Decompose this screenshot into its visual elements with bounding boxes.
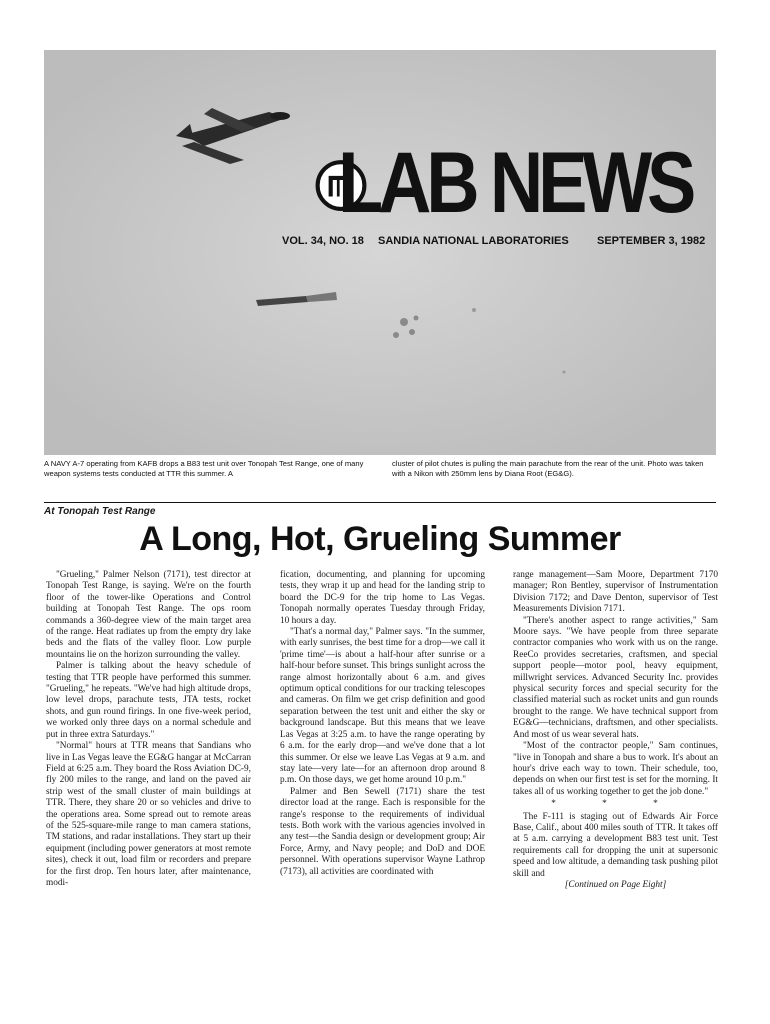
paragraph: "Normal" hours at TTR means that Sandians who live in Las Vegas leave the EG&G hangar at McCarran Field at 6:25 a.m. They board the Ross Aviation DC-9, fly 200 miles to the range, and land on the paved air strip west of the small cluster of main buildings at TTR. There, they share 20 or so vehicles and drive to the operations area. Some spread out to remote areas of the 525-square-mile range to man camera stations, TM stations, and radar installations. They start up their equipment (including power generators at most remote sites), check it out, load film or recorders and prepare for the first drop. Ten hours later, after maintenance, modi- (46, 741, 251, 888)
paragraph: The F-111 is staging out of Edwards Air Force Base, Calif., about 400 miles south of TTR. It takes off at 5 a.m. carrying a development B83 test unit. Test requirements call for dropping the unit at supersonic speed and low altitude, a demanding task pushing pilot skill and (513, 811, 718, 879)
paragraph: range management—Sam Moore, Department 7170 manager; Ron Bentley, supervisor of Instrumentation Division 7172; and Dave Denton, supervisor of Test Measurements Division 7171. (513, 570, 718, 615)
sky-photo-graphic (44, 50, 716, 455)
continued-note: [Continued on Page Eight] (564, 879, 667, 890)
debris-icon (563, 371, 566, 374)
article-column-2 (280, 570, 485, 878)
article-column-1 (46, 570, 251, 889)
paragraph: fication, documenting, and planning for upcoming tests, they wrap it up and head for the landing strip to board the DC-9 for the trip home to Las Vegas. Tonopah normally operates Tuesday through Friday, 10 hours a day. (280, 570, 485, 626)
masthead-title: LAB NEWS (338, 135, 692, 231)
paragraph: Palmer is talking about the heavy schedule of testing that TTR people have performed this summer. "Grueling," he repeats. "We've had high altitude drops, low level drops, parachute tests, JTA tests, rocket shots, and gun round firings. In one five-week period, we worked only three days on a normal schedule and put in three extra Saturdays." (46, 661, 251, 740)
issue-date: SEPTEMBER 3, 1982 (597, 235, 706, 247)
cover-photo (44, 50, 716, 455)
photo-caption-right: cluster of pilot chutes is pulling the main parachute from the rear of the unit. Photo was taken with a Nikon with 250mm lens by Diana Root (EG&G). (392, 459, 704, 478)
paragraph: "That's a normal day," Palmer says. "In the summer, with early sunrises, the best time for a drop—we call it 'prime time'—is about a half-hour after sunrise or a half-hour before sunset. This brings sunlight across the range almost horizontally about 6 a.m. and gives optimum optical conditions for our tracking telescopes and cameras. On film we get crisp definition and good separation between the test unit and either the sky or background landscape. But this means that we leave Las Vegas at 3:25 a.m. to have the range operating by 6 a.m. for the early drop—and we've done that a lot this summer. Or else we leave Las Vegas at 9 a.m. and stay late—very late—for an afternoon drop around 8 p.m. On those days, we get home around 10 p.m." (280, 627, 485, 786)
issue-volume: VOL. 34, NO. 18 (282, 235, 364, 247)
paragraph: "Grueling," Palmer Nelson (7171), test director at Tonopah Test Range, is saying. We're on the fourth floor of the tower-like Operations and Control building at Tonopah Test Range. The ops room commands a 360-degree view of the main target area of the range. Heat radiates up from the empty dry lake beds and the flats of the valley floor. Low purple mountains lie on the horizon surrounding the valley. (46, 570, 251, 660)
paragraph: "There's another aspect to range activities," Sam Moore says. "We have people from three separate contractor companies who work with us on the range. ReeCo provides secretaries, craftsmen, and special support people—motor pool, heavy equipment, millwright services. Advanced Security Inc. provides physical security forces and special security for the classified material such as rocket units and gun rounds brought to the range. We have technical support from EG&G—technicians, draftsmen, and other specialists. And most of us wear several hats. (513, 615, 718, 740)
section-separator: * * * (551, 799, 680, 810)
debris-icon (472, 308, 476, 312)
photo-caption-left: A NAVY A-7 operating from KAFB drops a B83 test unit over Tonopah Test Range, one of many weapon systems tests conducted at TTR this summer. A (44, 459, 364, 478)
article-headline: A Long, Hot, Grueling Summer (139, 520, 621, 558)
paragraph: "Most of the contractor people," Sam continues, "live in Tonopah and share a bus to work. It's about an hour's drive each way to town. Their schedule, too, depends on when our first test is set for the morning. It takes all of us working together to get the job done." (513, 741, 718, 797)
kicker-text: At Tonopah Test Range (44, 506, 156, 517)
publisher-name: SANDIA NATIONAL LABORATORIES (378, 235, 569, 247)
article-kicker (44, 502, 716, 517)
paragraph: Palmer and Ben Sewell (7171) share the test director load at the range. Each is responsible for the range's response to the requirements of individual tests. Both work with the various agencies involved in any test—the Sandia design or development group; Air Force, Army, and Navy people; and DoD and DOE personnel. With operations supervisor Wayne Lathrop (7173), all activities are coordinated with (280, 786, 485, 877)
article-column-3 (513, 570, 718, 891)
